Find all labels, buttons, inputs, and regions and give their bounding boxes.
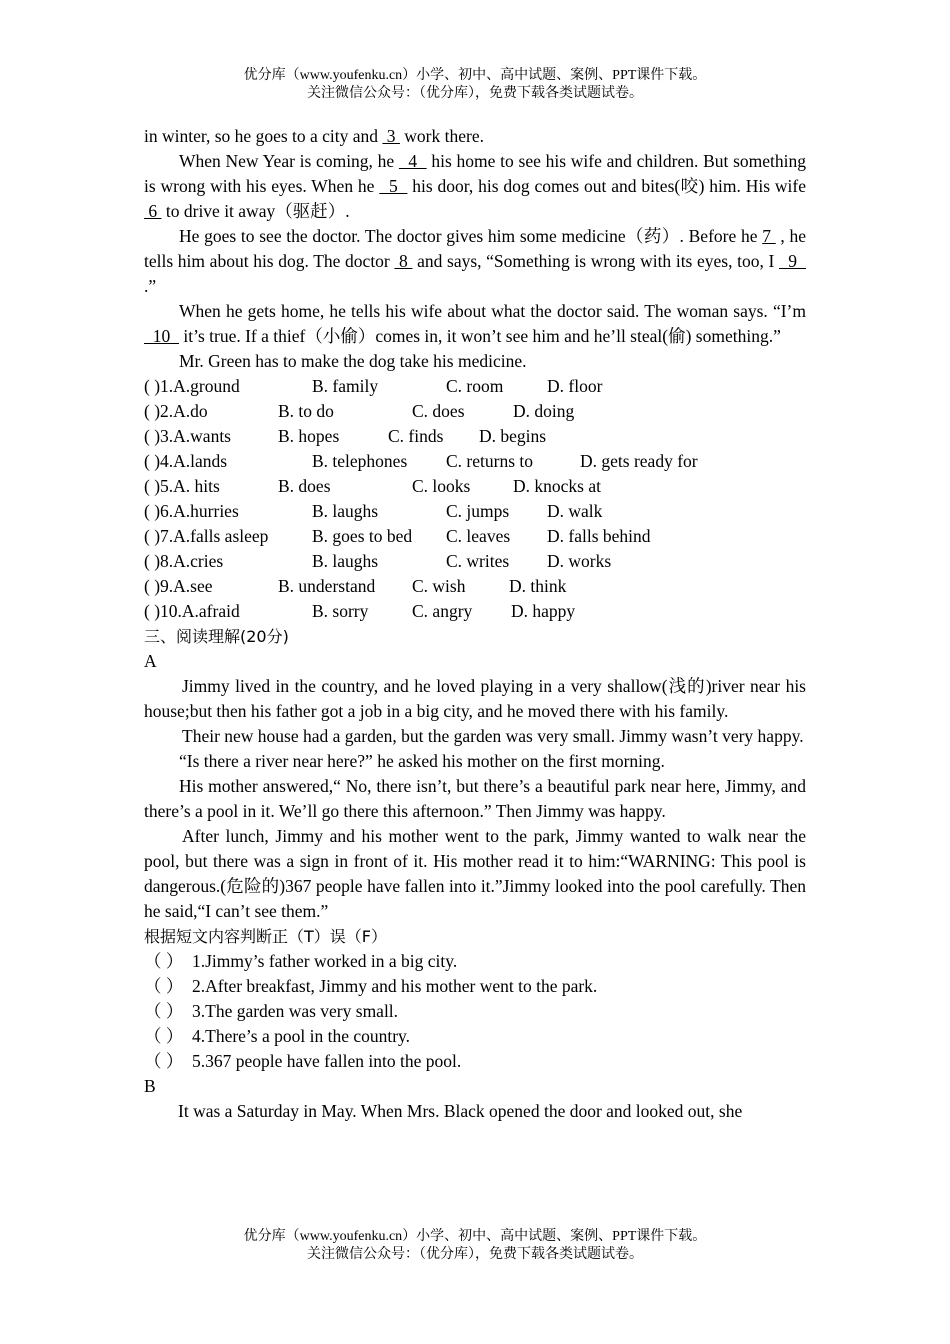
option-row-4: ( )4.A.lands B. telephones C. returns to D. gets ready for — [144, 451, 698, 471]
tf-item-4: （ ） 4.There’s a pool in the country. — [144, 1024, 806, 1049]
passage-a-paragraph-3: “Is there a river near here?” he asked his mother on the first morning. — [179, 751, 665, 771]
footer-line-2: 关注微信公众号：（优分库），免费下载各类试题试卷。 — [307, 1247, 643, 1262]
option-row-5: ( )5.A. hits B. does C. looks D. knocks at — [144, 476, 601, 496]
page-body — [144, 124, 806, 1124]
tf-item-3: （ ） 3.The garden was very small. — [144, 999, 806, 1024]
section-3-title: 三、阅读理解(20分) — [144, 627, 289, 646]
answer-paren: （ ） — [144, 951, 184, 971]
option-row-9: ( )9.A.see B. understand C. wish D. think — [144, 576, 567, 596]
blank-9: 9 — [778, 251, 807, 271]
tf-item-2: （ ） 2.After breakfast, Jimmy and his mother went to the park. — [144, 974, 806, 999]
answer-paren: （ ） — [144, 1051, 184, 1071]
passage-a-paragraph-5: After lunch, Jimmy and his mother went to the park, Jimmy wanted to walk near the pool, but there was a sign in front of it. His mother read it to him:“WARNING: This pool is dangerous.(危险的)367 people have fallen into it.”Jimmy looked into the pool carefully. Then he said,“I can’t see them.” — [144, 826, 806, 921]
tf-item-1: （ ） 1.Jimmy’s father worked in a big city. — [144, 949, 806, 974]
cloze-paragraph-5: Mr. Green has to make the dog take his medicine. — [179, 351, 527, 371]
option-row-10: ( )10.A.afraid B. sorry C. angry D. happy — [144, 601, 576, 621]
passage-a-paragraph-1: Jimmy lived in the country, and he loved playing in a very shallow(浅的)river near his house;but then his father got a job in a big city, and he moved there with his family. — [144, 676, 806, 721]
option-row-8: ( )8.A.cries B. laughs C. writes D. works — [144, 551, 612, 571]
passage-a-paragraph-4: His mother answered,“ No, there isn’t, but there’s a beautiful park near here, Jimmy, and there’s a pool in it. We’ll go there this afternoon.” Then Jimmy was happy. — [144, 776, 806, 821]
passage-a-paragraph-2: Their new house had a garden, but the garden was very small. Jimmy wasn’t very happy. — [182, 726, 804, 746]
blank-6: 6 — [144, 201, 162, 221]
blank-8: 8 — [394, 251, 413, 271]
passage-a-label: A — [144, 651, 157, 671]
answer-paren: （ ） — [144, 1026, 184, 1046]
blank-4: 4 — [398, 151, 427, 171]
cloze-paragraph-2: When New Year is coming, he 4 his home to see his wife and children. But something is wrong with his eyes. When he 5 his door, his dog comes out and bites(咬) him. His wife 6 to drive it away（驱赶）. — [144, 151, 807, 221]
blank-3: 3 — [382, 126, 400, 146]
blank-10: 10 — [144, 326, 179, 346]
blank-5: 5 — [379, 176, 408, 196]
option-row-7: ( )7.A.falls asleep B. goes to bed C. leaves D. falls behind — [144, 526, 651, 546]
tf-item-5: （ ） 5.367 people have fallen into the pool. — [144, 1049, 806, 1074]
true-false-instruction: 根据短文内容判断正（T）误（F） — [144, 927, 387, 946]
page-footer — [0, 1228, 950, 1264]
option-row-6: ( )6.A.hurries B. laughs C. jumps D. walk — [144, 501, 603, 521]
cloze-paragraph-1: in winter, so he goes to a city and 3 work there. — [144, 126, 484, 146]
blank-7: 7 — [762, 226, 776, 246]
answer-paren: （ ） — [144, 976, 184, 996]
option-row-3: ( )3.A.wants B. hopes C. finds D. begins — [144, 426, 547, 446]
option-row-1: ( )1.A.ground B. family C. room D. floor — [144, 376, 603, 396]
passage-b-first-line: It was a Saturday in May. When Mrs. Black opened the door and looked out, she — [178, 1101, 743, 1121]
option-row-2: ( )2.A.do B. to do C. does D. doing — [144, 401, 575, 421]
header-line-2: 关注微信公众号：（优分库），免费下载各类试题试卷。 — [307, 86, 643, 101]
footer-line-1: 优分库（www.youfenku.cn）小学、初中、高中试题、案例、PPT课件下载。 — [243, 1229, 707, 1244]
cloze-paragraph-3: He goes to see the doctor. The doctor gives him some medicine（药）. Before he 7 , he tells him about his dog. The doctor 8 and says, “Something is wrong with its eyes, too, I 9 .” — [144, 226, 807, 296]
passage-b-label: B — [144, 1076, 156, 1096]
answer-paren: （ ） — [144, 1001, 184, 1021]
page-header — [0, 67, 950, 103]
options-list — [144, 374, 806, 624]
header-line-1: 优分库（www.youfenku.cn）小学、初中、高中试题、案例、PPT课件下载。 — [243, 68, 707, 83]
cloze-paragraph-4: When he gets home, he tells his wife about what the doctor said. The woman says. “I’m 10 it’s true. If a thief（小偷）comes in, it won’t see him and he’ll steal(偷) something.” — [144, 301, 806, 346]
